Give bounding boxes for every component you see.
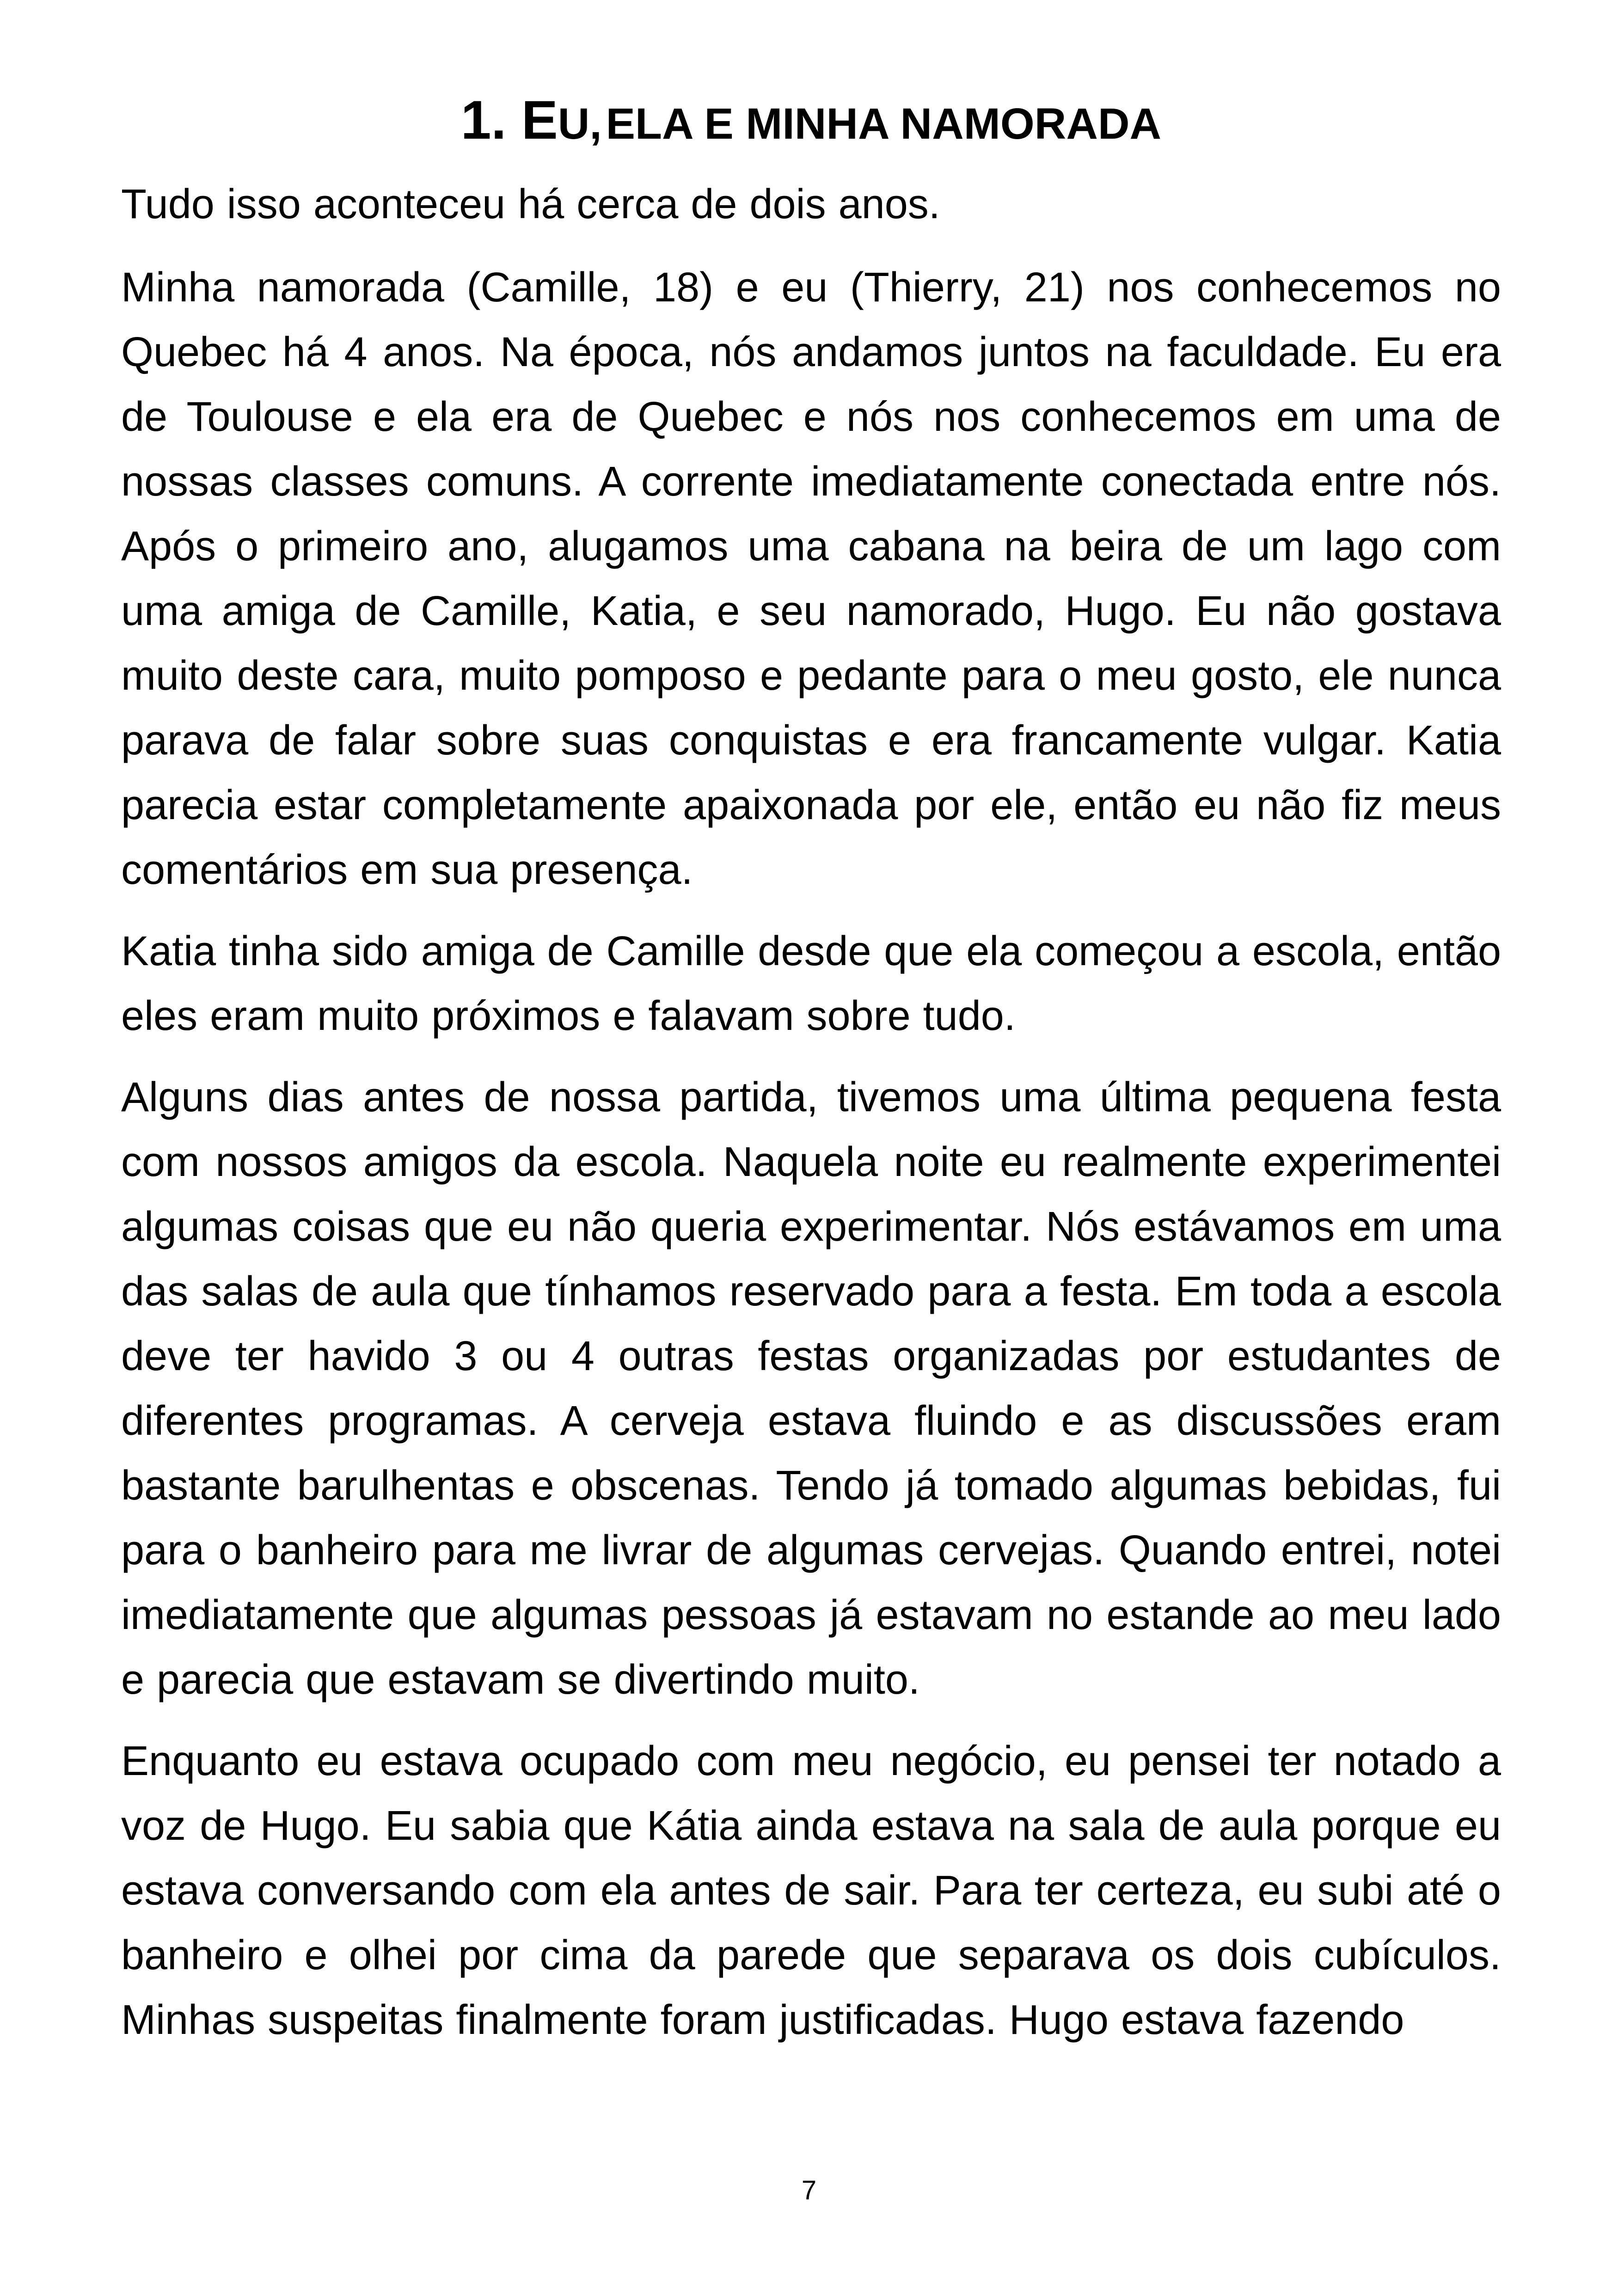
paragraph: Minha namorada (Camille, 18) e eu (Thierry, 21) nos conhecemos no Quebec há 4 anos. Na época, nós andamos juntos na faculdade. Eu era de Toulouse e ela era de Quebec e nós nos conhecemos em uma de nossas classes comuns. A corrente imediatamente conectada entre nós. Após o primeiro ano, alugamos uma cabana na beira de um lago com uma amiga de Camille, Katia, e seu namorado, Hugo. Eu não gostava muito deste cara, muito pomposo e pedante para o meu gosto, ele nunca parava de falar sobre suas conquistas e era francamente vulgar. Katia parecia estar completamente apaixonada por ele, então eu não fiz meus comentários em sua presença. [121, 264, 1501, 893]
paragraph: Katia tinha sido amiga de Camille desde que ela começou a escola, então eles eram muito próximos e falavam sobre tudo. [121, 928, 1501, 1039]
document-page [121, 88, 1501, 2069]
chapter-title-initial-rest: U, [558, 99, 602, 148]
paragraph: Enquanto eu estava ocupado com meu negócio, eu pensei ter notado a voz de Hugo. Eu sabia que Kátia ainda estava na sala de aula porque eu estava conversando com ela antes de sair. Para ter certeza, eu subi até o banheiro e olhei por cima da parede que separava os dois cubículos. Minhas suspeitas finalmente foram justificadas. Hugo estava fazendo [121, 1738, 1501, 2043]
chapter-title-initial: 1. E [460, 90, 558, 151]
page-number: 7 [801, 2175, 817, 2205]
chapter-title [121, 88, 1501, 153]
paragraph: Tudo isso aconteceu há cerca de dois anos. [121, 181, 940, 227]
paragraph: Alguns dias antes de nossa partida, tivemos uma última pequena festa com nossos amigos da escola. Naquela noite eu realmente experimentei algumas coisas que eu não queria experimentar. Nós estávamos em uma das salas de aula que tínhamos reservado para a festa. Em toda a escola deve ter havido 3 ou 4 outras festas organizadas por estudantes de diferentes programas. A cerveja estava fluindo e as discussões eram bastante barulhentas e obscenas. Tendo já tomado algumas bebidas, fui para o banheiro para me livrar de algumas cervejas. Quando entrei, notei imediatamente que algumas pessoas já estavam no estande ao meu lado e parecia que estavam se divertindo muito. [121, 1074, 1501, 1703]
chapter-title-rest: ELA E MINHA NAMORADA [606, 99, 1162, 148]
